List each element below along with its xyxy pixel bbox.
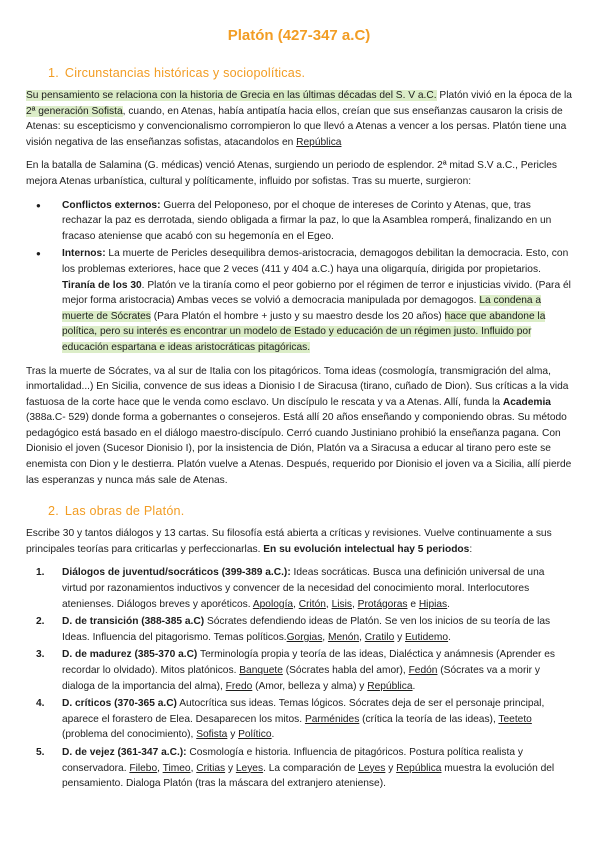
text-run: , <box>359 631 365 643</box>
section-1-number: 1. <box>48 66 59 80</box>
text-run: . Platón ve la tiranía como el peor gobierno por el régimen de terror e injusticias vivido. (Para él mejor forma aristocracia) Ambas veces se volvió a democracia manipulada por demagogos. <box>62 279 571 307</box>
section-2-heading <box>48 502 572 520</box>
work-title: Eutidemo <box>405 631 449 643</box>
list-item <box>62 198 572 245</box>
text-run: (Amor, belleza y alma) y <box>252 680 368 692</box>
text-run: Tras la muerte de Sócrates, va al sur de Italia con los pitagóricos. Toma ideas (cosmología, transmigración del alma, inmortalidad...) En Sicilia, convence de sus ideas a Dionisio I de Siracusa (tirano, cuñado de Dion). Sus críticas a la vida fastuosa de la corte hace que le venda como esclavo. Un discípulo le rescata y va a Atenas. Allí, funda la <box>26 365 569 408</box>
document-title: Platón (427-347 a.C) <box>227 27 371 44</box>
item-number: 2. <box>36 616 45 628</box>
text-run: . <box>447 598 450 610</box>
text-run: (Para Platón el hombre + justo y su maestro desde los 20 años) <box>150 310 445 322</box>
work-title: Fredo <box>225 680 253 692</box>
text-run: , <box>325 598 332 610</box>
text-run: (388a.C- 529) donde forma a gobernantes o consejeros. Está allí 20 años enseñando y componiendo obras. Su método pedagógico está basado en el diálogo maestro-discípulo. Cerró cuando Justiniano prohibió la enseñanza pagana. Con Dionisio el joven (Sucesor Dionisio I), por la insistencia de Dión, Platón va a Siracusa a educar al tirano pero este se enemista con Dion y le destierra. Platón vuelve a Atenas. Después, requerido por Dionisio el joven va a Sicilia, allí pierde las esperanzas y nunca más sale de Atenas. <box>26 412 572 486</box>
work-title: Filebo <box>129 762 158 774</box>
text-run: La muerte de Pericles desequilibra demos-aristocracia, demagogos debilitan la democracia. Esto, con los problemas exteriores, hace que 2 veces (411 y 404 a.C.) haya una oligarquía, dirigida por propietarios. <box>62 248 569 275</box>
text-run: (problema del conocimiento), <box>62 729 197 741</box>
period-label: D. de transición (388-385 a.C) <box>62 616 205 628</box>
bold-term: Tiranía de los 30 <box>62 279 142 291</box>
work-title: Critias <box>196 762 226 774</box>
work-title: Apología <box>252 598 294 610</box>
period-label: D. de madurez (385-370 a.C) <box>62 649 198 661</box>
work-title: Cratilo <box>364 631 395 643</box>
work-title: Leyes <box>358 762 386 774</box>
text-run: Autocrítica sus ideas. Temas lógicos. Sócrates deja de ser el personaje principal, aparece el forastero de Elea. Desaparecen los mitos. <box>62 698 545 725</box>
text-run: , <box>293 598 299 610</box>
text-run: , <box>322 631 328 643</box>
text-run: e <box>407 598 419 610</box>
work-title: Menón <box>327 631 360 643</box>
work-title: Leyes <box>235 762 264 774</box>
highlight: Su pensamiento se relaciona con la historia de Grecia en las últimas décadas del S. V a.C. <box>26 90 437 101</box>
section-1-heading-text: Circunstancias históricas y sociopolíticas. <box>64 66 306 80</box>
section-2-number: 2. <box>48 504 59 519</box>
item-number: 4. <box>36 698 45 710</box>
text-run: Ideas socráticas. Busca una definición universal de una virtud por razonamientos inductivos y convencer de la necesidad del conocimiento moral. Interlocutores atenienses. Diálogos breves y aporéticos. <box>62 567 545 610</box>
text-run: Terminología propia y teoría de las ideas, Dialéctica y anámnesis (Aprender es recordar lo olvidado). Mitos platónicos. <box>62 649 556 676</box>
section-1-heading <box>48 64 572 82</box>
list-item <box>36 647 572 694</box>
text-run: y <box>385 762 397 774</box>
work-title: Político <box>238 729 272 741</box>
section-1-paragraph-3 <box>26 364 572 489</box>
highlight: hace que abandone la política, pero su interés es encontrar un modelo de Estado y educación de un régimen justo. Influido por educación espartana e ideas aristocráticas pitagóricas. <box>62 310 546 353</box>
work-title: Timeo <box>162 762 191 774</box>
work-title: Teeteto <box>498 713 532 725</box>
work-title: República <box>396 762 442 774</box>
work-title: Parménides <box>304 713 360 725</box>
work-title: Gorgias <box>286 631 323 643</box>
highlight: La condena a muerte de Sócrates <box>62 295 542 322</box>
list-item <box>36 565 572 612</box>
text-run: , cuando, en Atenas, había antipatía hacia ellos, creían que sus enseñanzas causaron la crisis de Atenas: su escepticismo y convencionalismo corrompieron lo que llevó a Atenas a vencer a los persas. Platón tiene una visión negativa de las enseñanzas sofistas, atacandolos en <box>26 105 567 148</box>
text-run: muestra la evolución del pensamiento. Dialoga Platón (tras la máscara del extranjero ateniense). <box>62 762 555 790</box>
work-title: Fedón <box>408 665 438 676</box>
bullet-label: Conflictos externos: <box>62 199 161 211</box>
text-run: : <box>469 543 473 555</box>
work-title: República <box>367 680 413 692</box>
section-2-heading-text: Las obras de Platón. <box>64 504 185 519</box>
bullet-label: Internos: <box>62 248 106 260</box>
text-run: . <box>448 631 451 643</box>
item-number: 5. <box>36 746 45 758</box>
item-number: 3. <box>36 649 45 661</box>
list-item <box>36 696 572 743</box>
list-item <box>36 745 572 792</box>
work-title: Sofista <box>196 729 228 741</box>
text-run: Platón vivió en la época de la <box>436 90 572 101</box>
work-title: Banquete <box>239 665 283 676</box>
bold-term: En su evolución intelectual hay 5 periodos <box>263 543 470 555</box>
text-run: , <box>190 762 197 774</box>
text-run: y <box>227 729 239 741</box>
text-run: . <box>412 680 416 692</box>
text-run: , <box>351 598 358 610</box>
text-run: (Sócrates va a morir y dialoga de la importancia del alma), <box>62 665 540 692</box>
text-run: Escribe 30 y tantos diálogos y 13 cartas. Su filosofía está abierta a críticas y revisiones. Vuelve continuamente a sus principales teorías para criticarlas y perfeccionarlas. <box>26 528 552 555</box>
work-title: República <box>296 136 342 148</box>
text-run: y <box>394 631 406 643</box>
work-title: Protágoras <box>357 598 408 610</box>
work-title: Hipias <box>418 598 448 610</box>
text-run: Cosmología e historia. Influencia de pitagóricos. Postura política realista y conservadora. <box>62 746 523 774</box>
text-run: Guerra del Peloponeso, por el choque de intereses de Corinto y Atenas, que, tras rechazar la paz es derrotada, siendo obligada a firmar la paz, lo que la Asamblea romperá, finalizando en un fracaso ateniense que acabó con su hegemonía en el Egeo. <box>62 199 552 242</box>
text-run: Sócrates defendiendo ideas de Platón. Se ven los inicios de su teoría de las Ideas. Influencia del pitagorismo. Temas políticos. <box>62 616 551 643</box>
section-2-intro <box>26 526 572 557</box>
item-number: 1. <box>36 567 45 579</box>
work-title: Critón <box>298 598 326 610</box>
text-run: . La comparación de <box>263 762 359 774</box>
period-label: D. críticos (370-365 a.C) <box>62 698 177 710</box>
text-run: . <box>271 729 275 741</box>
work-title: Lisis <box>331 598 352 610</box>
section-1-paragraph-1 <box>26 88 572 150</box>
bullet-list <box>26 198 572 356</box>
text-run: (Sócrates habla del amor), <box>282 665 409 676</box>
period-label: Diálogos de juventud/socráticos (399-389 a.C.): <box>62 567 291 579</box>
list-item <box>62 246 572 355</box>
text-run: y <box>225 762 236 774</box>
text-run: , <box>157 762 163 774</box>
periods-list <box>26 565 572 791</box>
period-label: D. de vejez (361-347 a.C.): <box>62 746 187 758</box>
list-item <box>36 614 572 645</box>
highlight: 2ª generación Sofista <box>26 105 123 117</box>
section-1-paragraph-2: En la batalla de Salamina (G. médicas) venció Atenas, surgiendo un periodo de esplendor. 2ª mitad S.V a.C., Pericles mejora Atenas urbanística, cultural y políticamente, influido por sofistas. Tras su muerte, surgieron: <box>26 160 557 187</box>
bold-term: Academia <box>502 396 551 408</box>
text-run: (crítica la teoría de las ideas), <box>359 713 499 725</box>
